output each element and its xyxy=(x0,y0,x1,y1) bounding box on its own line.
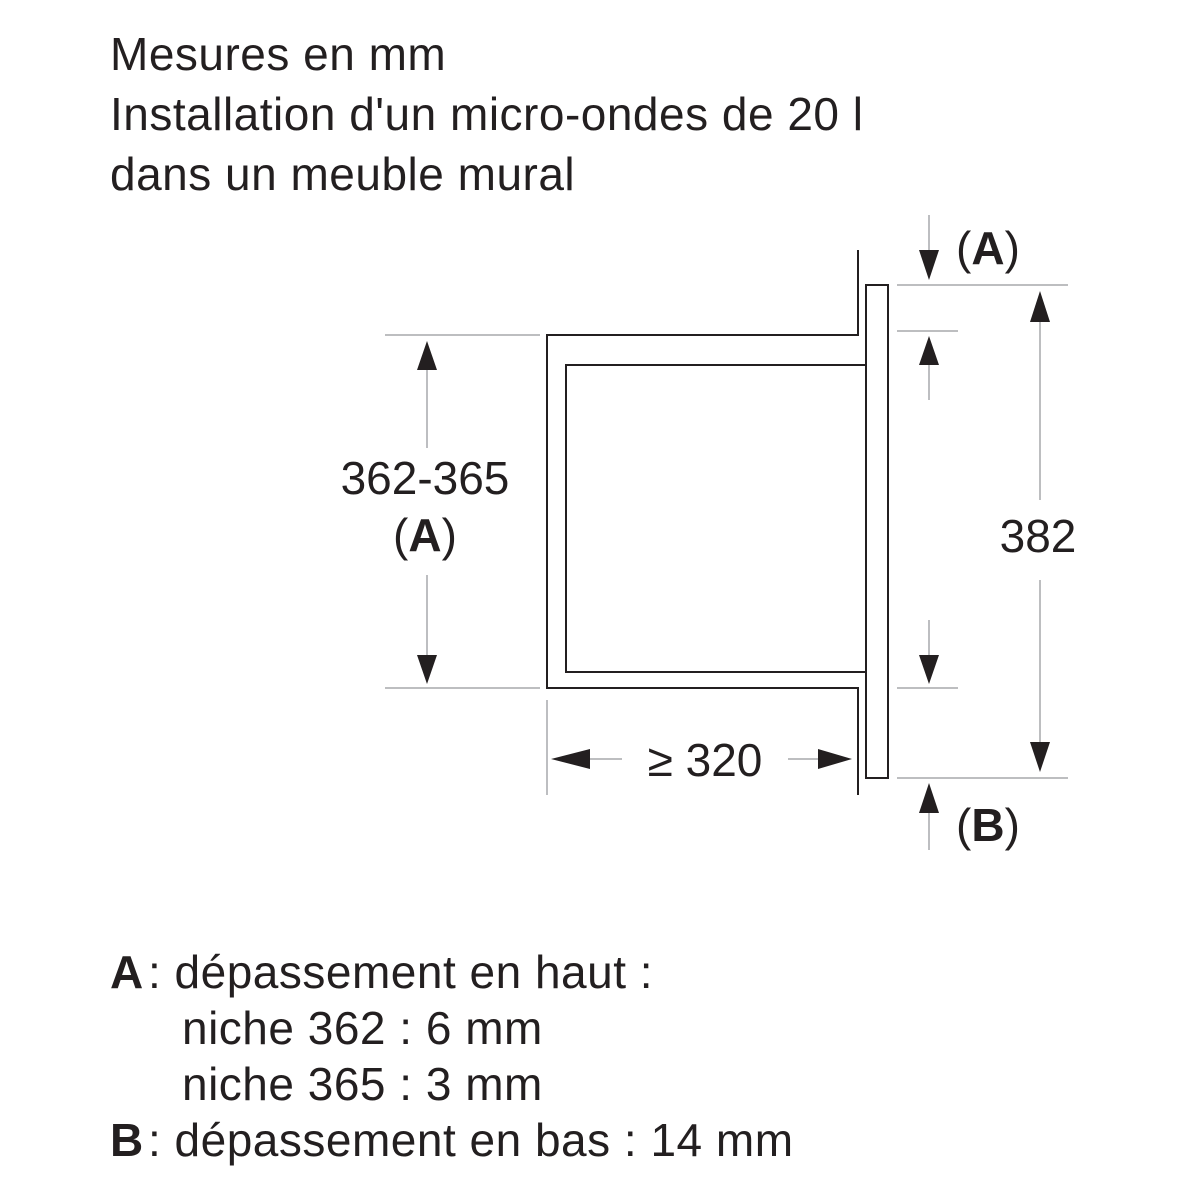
paren-close: ) xyxy=(1004,799,1020,851)
arrow-up-a-inner xyxy=(919,336,939,365)
paren-open: ( xyxy=(393,509,409,561)
niche-height-a-label xyxy=(393,509,457,561)
a-letter: A xyxy=(971,222,1005,274)
arrow-down-inner-bottom xyxy=(919,655,939,684)
title-line-2: Installation d'un micro-ondes de 20 l xyxy=(110,88,864,140)
arrow-down-niche-bottom xyxy=(417,655,437,684)
paren-open: ( xyxy=(956,222,972,274)
arrow-down-total-bottom xyxy=(1030,742,1050,772)
cabinet-outline xyxy=(547,250,866,795)
title-line-3: dans un meuble mural xyxy=(110,148,576,200)
total-height-label: 382 xyxy=(999,510,1077,562)
arrow-up-total-top xyxy=(1030,291,1050,322)
niche-height-label: 362-365 xyxy=(340,452,510,504)
microwave-front-panel xyxy=(866,285,888,778)
paren-close: ) xyxy=(1004,222,1020,274)
extension-lines xyxy=(385,285,1068,795)
arrow-down-a-top xyxy=(919,250,939,280)
legend-a xyxy=(110,944,794,1000)
title-line-1: Mesures en mm xyxy=(110,28,447,80)
legend-a-niche-365: niche 365 : 3 mm xyxy=(182,1058,543,1110)
depth-label: ≥ 320 xyxy=(647,734,763,786)
legend-b xyxy=(110,1112,794,1168)
legend xyxy=(110,944,794,1168)
paren-close: ) xyxy=(441,509,457,561)
arrow-up-niche-top xyxy=(417,341,437,370)
overhang-a-label xyxy=(956,222,1020,274)
arrow-left-depth xyxy=(551,749,590,769)
arrow-up-b-bottom xyxy=(919,783,939,813)
legend-a-key: A xyxy=(110,946,144,998)
a-letter: A xyxy=(408,509,442,561)
legend-a-text: : dépassement en haut : xyxy=(148,946,654,998)
b-letter: B xyxy=(971,799,1005,851)
paren-open: ( xyxy=(956,799,972,851)
legend-b-key: B xyxy=(110,1114,144,1166)
legend-a-niche-362: niche 362 : 6 mm xyxy=(182,1002,543,1054)
arrow-right-depth xyxy=(818,749,852,769)
overhang-b-label xyxy=(956,799,1020,851)
legend-b-text: : dépassement en bas : 14 mm xyxy=(148,1114,794,1166)
